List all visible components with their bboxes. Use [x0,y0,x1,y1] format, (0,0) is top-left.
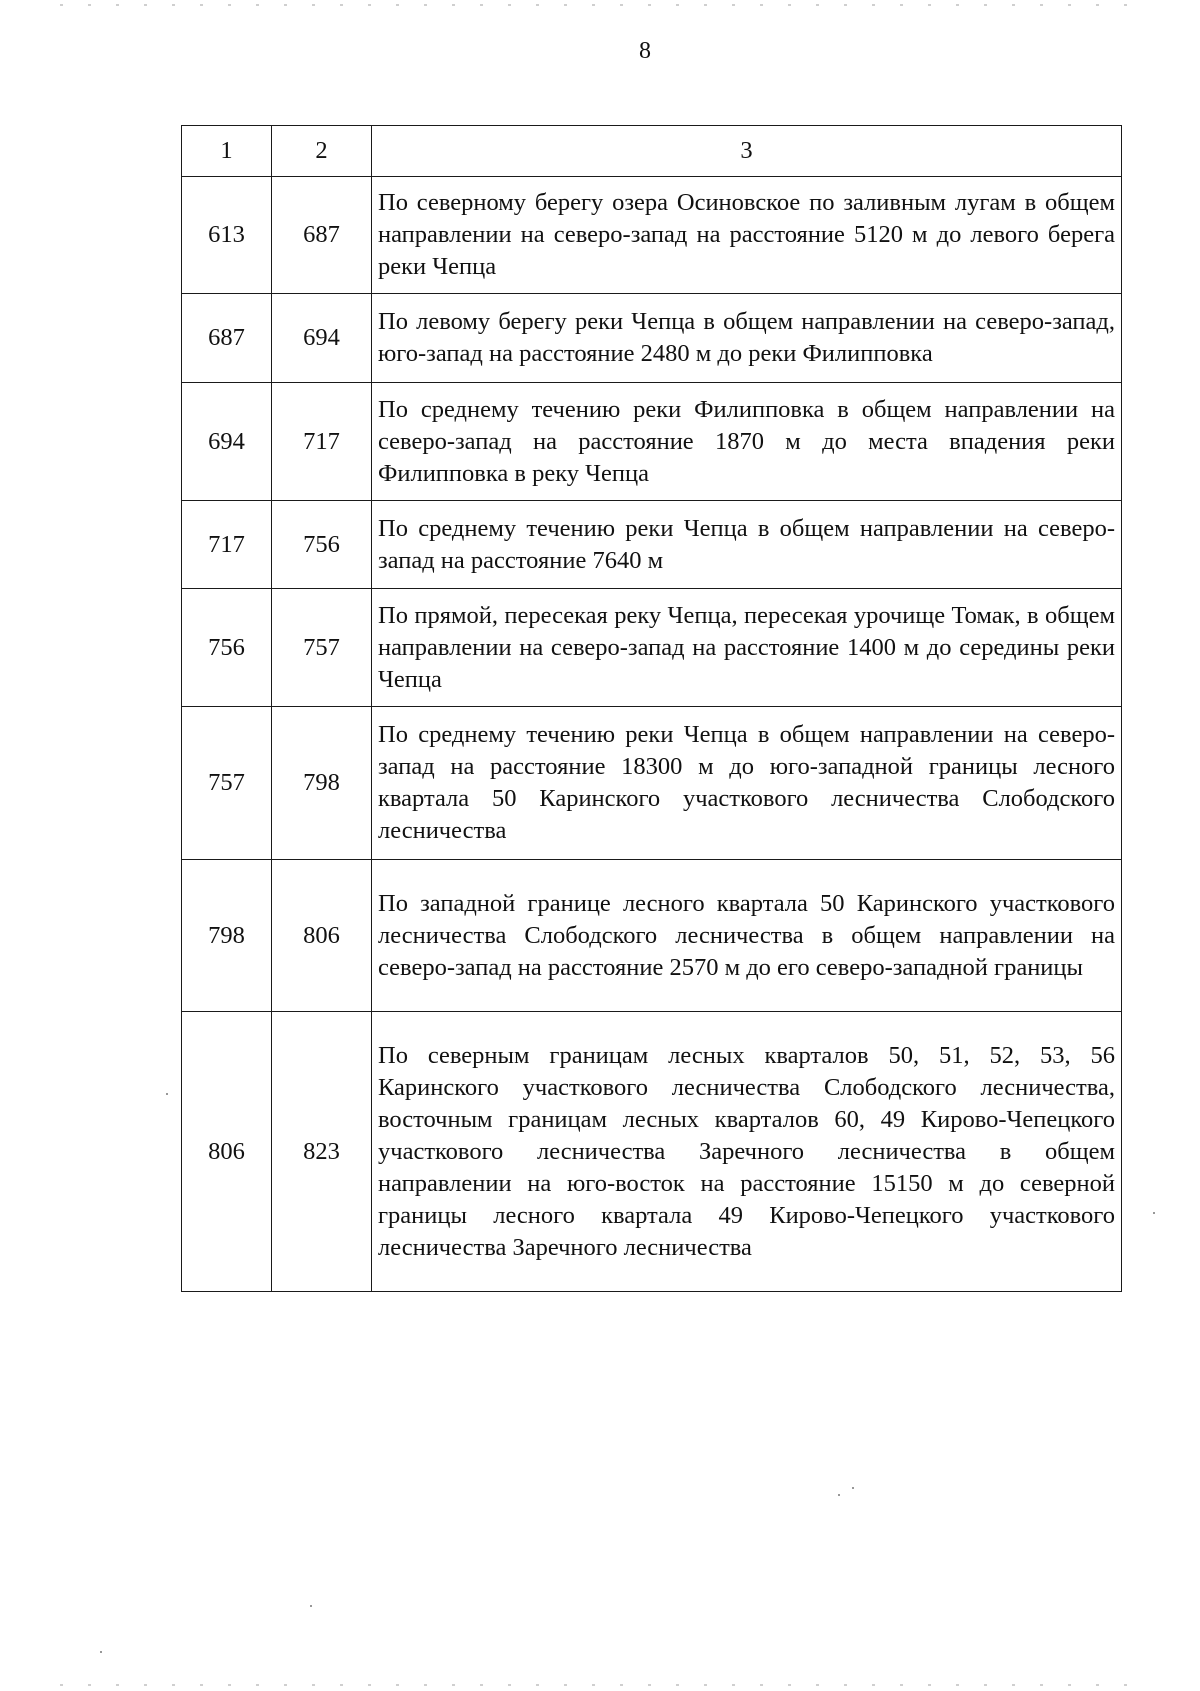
boundary-description: По северному берегу озера Осиновское по заливным лугам в общем направлении на северо-запад на расстояние 5120 м до левого берега реки Чепца [372,177,1122,294]
table-header-row [182,126,1122,177]
column-header-3: 3 [372,126,1122,177]
table-row [182,589,1122,707]
table-row [182,383,1122,501]
point-from: 806 [182,1012,272,1292]
point-from: 694 [182,383,272,501]
point-to: 823 [272,1012,372,1292]
point-from: 757 [182,707,272,860]
boundary-description: По северным границам лесных кварталов 50, 51, 52, 53, 56 Каринского участкового лесничества Слободского лесничества, восточным границам лесных кварталов 60, 49 Кирово-Чепецкого участкового лесничества Заречного лесничества в общем направлении на юго-восток на расстояние 15150 м до северной границы лесного квартала 49 Кирово-Чепецкого участкового лесничества Заречного лесничества [372,1012,1122,1292]
point-from: 717 [182,501,272,589]
point-to: 757 [272,589,372,707]
table-row [182,707,1122,860]
point-to: 717 [272,383,372,501]
scan-speck [100,1651,102,1653]
point-to: 694 [272,294,372,383]
table-row [182,1012,1122,1292]
table-row [182,294,1122,383]
scan-speck [852,1487,854,1489]
point-to: 687 [272,177,372,294]
point-to: 798 [272,707,372,860]
scan-speck [838,1494,840,1496]
boundary-description: По среднему течению реки Чепца в общем направлении на северо-запад на расстояние 7640 м [372,501,1122,589]
boundary-description: По прямой, пересекая реку Чепца, пересекая урочище Томак, в общем направлении на северо-запад на расстояние 1400 м до середины реки Чепца [372,589,1122,707]
table-row [182,177,1122,294]
page-number: 8 [639,38,651,64]
scan-speck [310,1605,312,1607]
boundary-description: По западной границе лесного квартала 50 Каринского участкового лесничества Слободского лесничества в общем направлении на северо-запад на расстояние 2570 м до его северо-западной границы [372,860,1122,1012]
point-to: 756 [272,501,372,589]
boundary-description: По левому берегу реки Чепца в общем направлении на северо-запад, юго-запад на расстояние 2480 м до реки Филипповка [372,294,1122,383]
boundary-description: По среднему течению реки Чепца в общем направлении на северо-запад на расстояние 18300 м до юго-западной границы лесного квартала 50 Каринского участкового лесничества Слободского лесничества [372,707,1122,860]
table-row [182,860,1122,1012]
column-header-1: 1 [182,126,272,177]
boundary-description: По среднему течению реки Филипповка в общем направлении на северо-запад на расстояние 1870 м до места впадения реки Филипповка в реку Чепца [372,383,1122,501]
point-to: 806 [272,860,372,1012]
scan-noise-bottom [60,1684,1140,1686]
point-from: 798 [182,860,272,1012]
point-from: 687 [182,294,272,383]
boundary-description-table [181,125,1122,1292]
column-header-2: 2 [272,126,372,177]
table-row [182,501,1122,589]
scan-speck [1153,1212,1155,1214]
point-from: 756 [182,589,272,707]
point-from: 613 [182,177,272,294]
scan-noise-top [60,4,1140,6]
scan-speck [166,1093,168,1095]
